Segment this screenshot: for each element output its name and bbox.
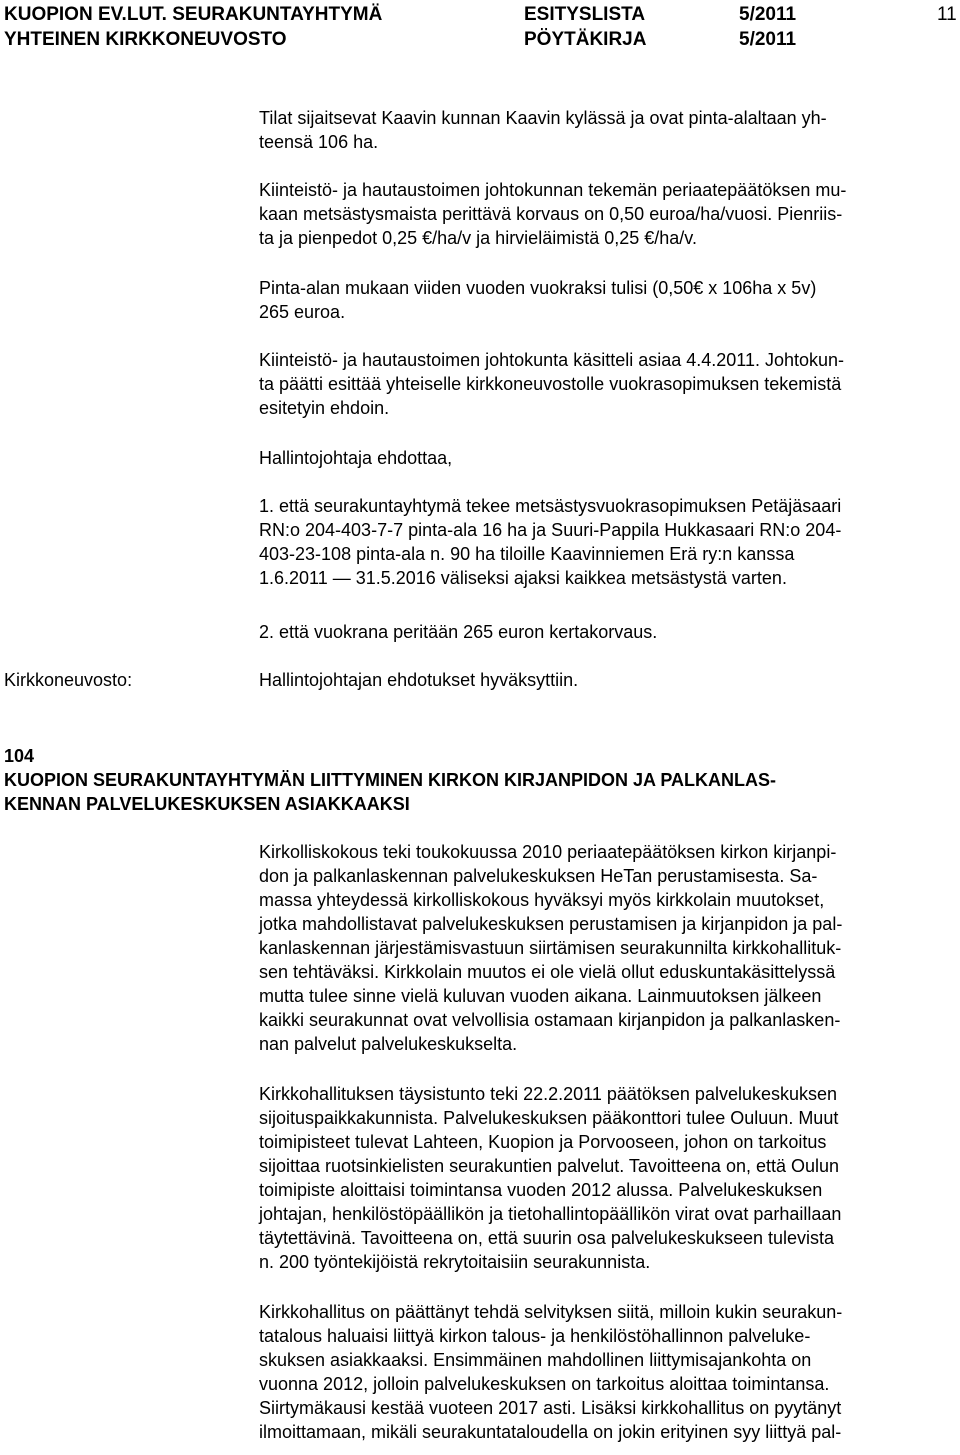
- paragraph: Tilat sijaitsevat Kaavin kunnan Kaavin kylässä ja ovat pinta-alaltaan yh- teensä 106 ha.: [259, 108, 827, 152]
- paragraph: Hallintojohtaja ehdottaa,: [259, 448, 453, 468]
- paragraph-area-info: [259, 106, 954, 154]
- paragraph: Kirkolliskokous teki toukokuussa 2010 periaatepäätöksen kirkon kirjanpi- don ja palkanlaskennan palvelukeskuksen HeTan perustamisesta. Sa- massa yhteydessä kirkolliskokous hyväksyi myös kirkkolain muutokset, jotka mahdollistavat palvelukeskuksen perustamisen ja kirjanpidon ja pal- kanlaskennan järjestämisvastuun siirtämisen seurakunnilta kirkkohallituk- sen tehtäväksi. Kirkkolain muutos ei ole vielä ollut eduskuntakäsittelyssä mutta tulee sinne vielä kuluvan vuoden aikana. Lainmuutoksen jälkeen kaikki seurakunnat ovat velvollisia ostamaan kirjanpidon ja palkanlasken- nan palvelut palvelukeskukselta.: [259, 842, 843, 1054]
- council-name: YHTEINEN KIRKKONEUVOSTO: [4, 29, 287, 50]
- paragraph-board-decision: [259, 348, 954, 420]
- header-row-1: [0, 4, 960, 30]
- decision-text: [259, 668, 954, 692]
- paragraph: Kiinteistö- ja hautaustoimen johtokunta käsitteli asiaa 4.4.2011. Johtokun- ta päätti esittää yhteiselle kirkkoneuvostolle vuokrasopimuksen tekemistä esitetyin ehdoin.: [259, 350, 845, 418]
- page-number: 11: [937, 4, 957, 25]
- header-row-2: [0, 29, 960, 55]
- paragraph-compensation: [259, 178, 954, 250]
- paragraph: Kirkkohallituksen täysistunto teki 22.2.2011 päätöksen palvelukeskuksen sijoituspaikkakunnista. Palvelukeskuksen pääkonttori tulee Ouluun. Muut toimipisteet tulevat Lahteen, Kuopion ja Porvooseen, johon on tarkoitus sijoittaa ruotsinkielisten seurakuntien palvelut. Tavoitteena on, että Oulun toimipiste aloittaisi toimintansa vuoden 2012 alussa. Palvelukeskuksen johtajan, henkilöstöpäällikön ja tietohallintopäällikön virat ovat parhaillaan täytettävinä. Tavoitteena on, että suurin osa palvelukeskukseen tulevista n. 200 työntekijöistä rekrytoitaisiin seurakunnista.: [259, 1084, 842, 1272]
- doc-type-agenda: ESITYSLISTA: [524, 4, 646, 25]
- paragraph: 2. että vuokrana peritään 265 euron kertakorvaus.: [259, 622, 658, 642]
- paragraph: Pinta-alan mukaan viiden vuoden vuokraksi tulisi (0,50€ x 106ha x 5v) 265 euroa.: [259, 278, 817, 322]
- paragraph: 1. että seurakuntayhtymä tekee metsästysvuokrasopimuksen Petäjäsaari RN:o 204-403-7-7 pinta-ala 16 ha ja Suuri-Pappila Hukkasaari RN:o 204- 403-23-108 pinta-ala n. 90 ha tiloille Kaavinniemen Erä ry:n kanssa 1.6.2011 — 31.5.2016 väliseksi ajaksi kaikkea metsästystä varten.: [259, 496, 842, 588]
- section-paragraph-1: [259, 840, 954, 1056]
- paragraph-rent-calc: [259, 276, 954, 324]
- section-title: KUOPION SEURAKUNTAYHTYMÄN LIITTYMINEN KIRKON KIRJANPIDON JA PALKANLAS- KENNAN PALVELUKESKUKSEN ASIAKKAAKSI: [4, 770, 777, 814]
- doc-type-minutes: PÖYTÄKIRJA: [524, 29, 647, 50]
- proposal-item-1: [259, 494, 954, 590]
- paragraph: Hallintojohtajan ehdotukset hyväksyttiin.: [259, 670, 579, 690]
- section-paragraph-3: [259, 1300, 954, 1444]
- doc-number-minutes: 5/2011: [739, 29, 797, 50]
- org-name: KUOPION EV.LUT. SEURAKUNTAYHTYMÄ: [4, 4, 383, 25]
- proposal-item-2: [259, 620, 954, 644]
- doc-number-agenda: 5/2011: [739, 4, 797, 25]
- paragraph: Kiinteistö- ja hautaustoimen johtokunnan tekemän periaatepäätöksen mu- kaan metsästysmaista perittävä korvaus on 0,50 euroa/ha/vuosi. Pienriis- ta ja pienpedot 0,25 €/ha/v ja hirvieläimistä 0,25 €/ha/v.: [259, 180, 847, 248]
- decision-label: Kirkkoneuvosto:: [4, 670, 133, 690]
- proposal-intro: [259, 446, 954, 470]
- section-paragraph-2: [259, 1082, 954, 1274]
- paragraph: Kirkkohallitus on päättänyt tehdä selvityksen siitä, milloin kukin seurakun- tatalous haluaisi liittyä kirkon talous- ja henkilöstöhallinnon palveluke- skuksen asiakkaaksi. Ensimmäinen mahdollinen liittymisajankohta on vuonna 2012, jolloin palvelukeskuksen on tarkoitus aloittaa toimintansa. Siirtymäkausi kestää vuoteen 2017 asti. Lisäksi kirkkohallitus on pyytänyt ilmoittamaan, mikäli seurakuntataloudella on jokin erityinen syy liittyä pal-: [259, 1302, 843, 1442]
- section-number: 104: [4, 746, 35, 766]
